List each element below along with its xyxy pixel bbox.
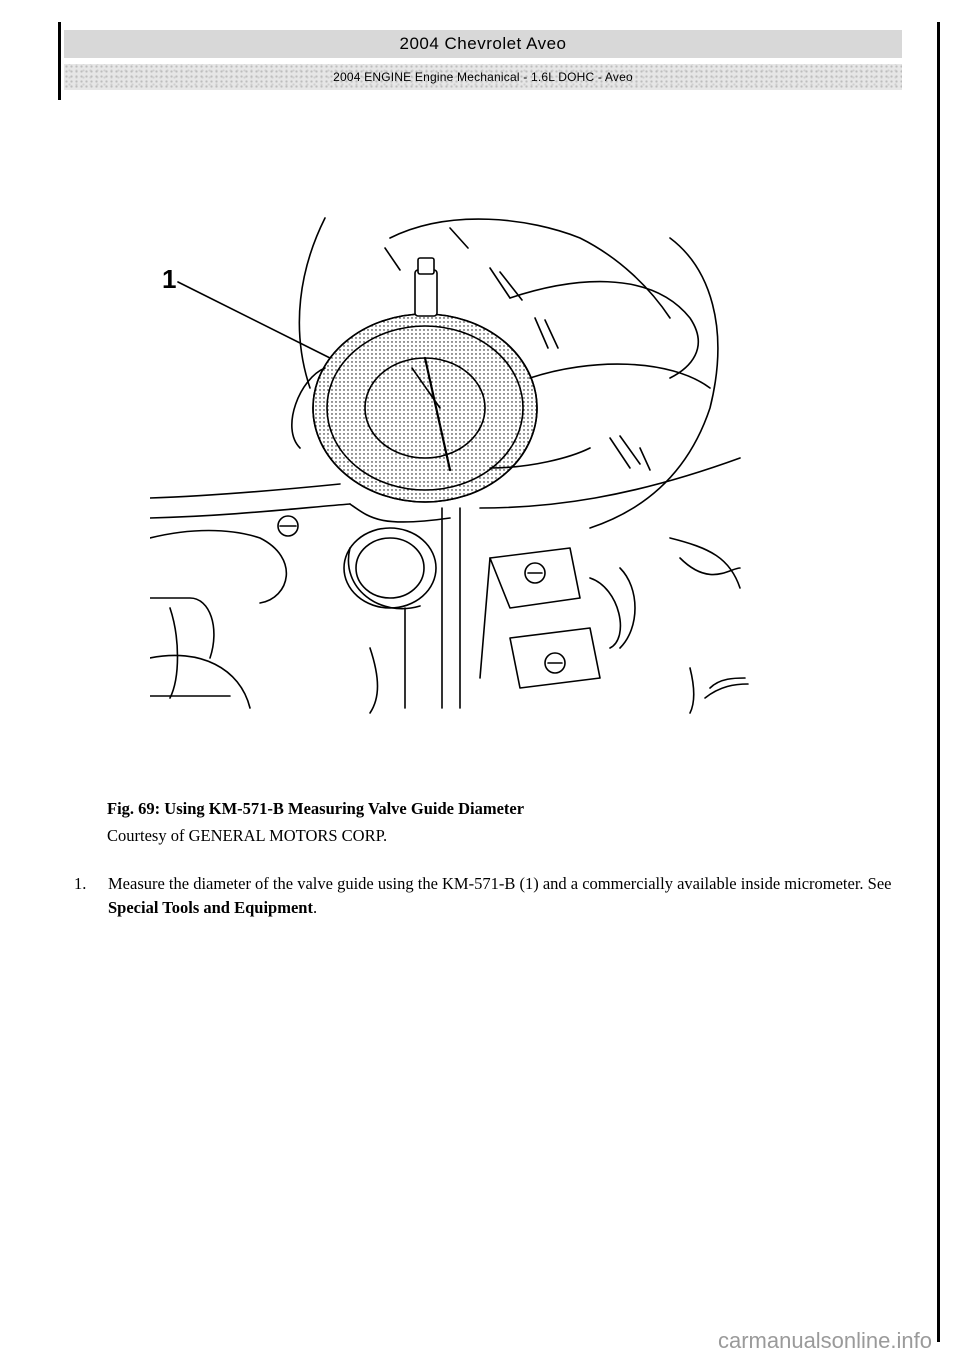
step-number: 1. [74,874,87,893]
site-watermark: carmanualsonline.info [717,1328,932,1353]
callout-leader-line [178,282,330,358]
procedure-step [74,872,894,920]
document-title: 2004 Chevrolet Aveo [399,34,567,53]
header-subtitle-bar [64,64,902,90]
gauge-stem [415,270,437,316]
callout-label: 1 [162,264,177,294]
header-title-bar [64,30,902,58]
valve-guide-ring [344,528,436,608]
step-text-end: . [312,898,318,917]
step-text [108,872,894,920]
page-border-left [58,22,61,100]
document-subtitle: 2004 ENGINE Engine Mechanical - 1.6L DOHC - Aveo [333,70,633,84]
dial-gauge-face [313,314,537,502]
document-header [64,30,902,98]
figure-courtesy: Courtesy of GENERAL MOTORS CORP. [107,826,388,845]
valve-guide-gauge-illustration [150,208,750,718]
special-tools-link[interactable]: Special Tools and Equipment [108,898,313,917]
page-border-right [937,22,940,1342]
figure-caption [107,795,524,849]
figure-illustration [150,208,750,718]
step-text-body: Measure the diameter of the valve guide using the KM-571-B (1) and a commercially available inside micrometer. See [108,874,892,893]
figure-title: Fig. 69: Using KM-571-B Measuring Valve Guide Diameter [107,799,525,818]
